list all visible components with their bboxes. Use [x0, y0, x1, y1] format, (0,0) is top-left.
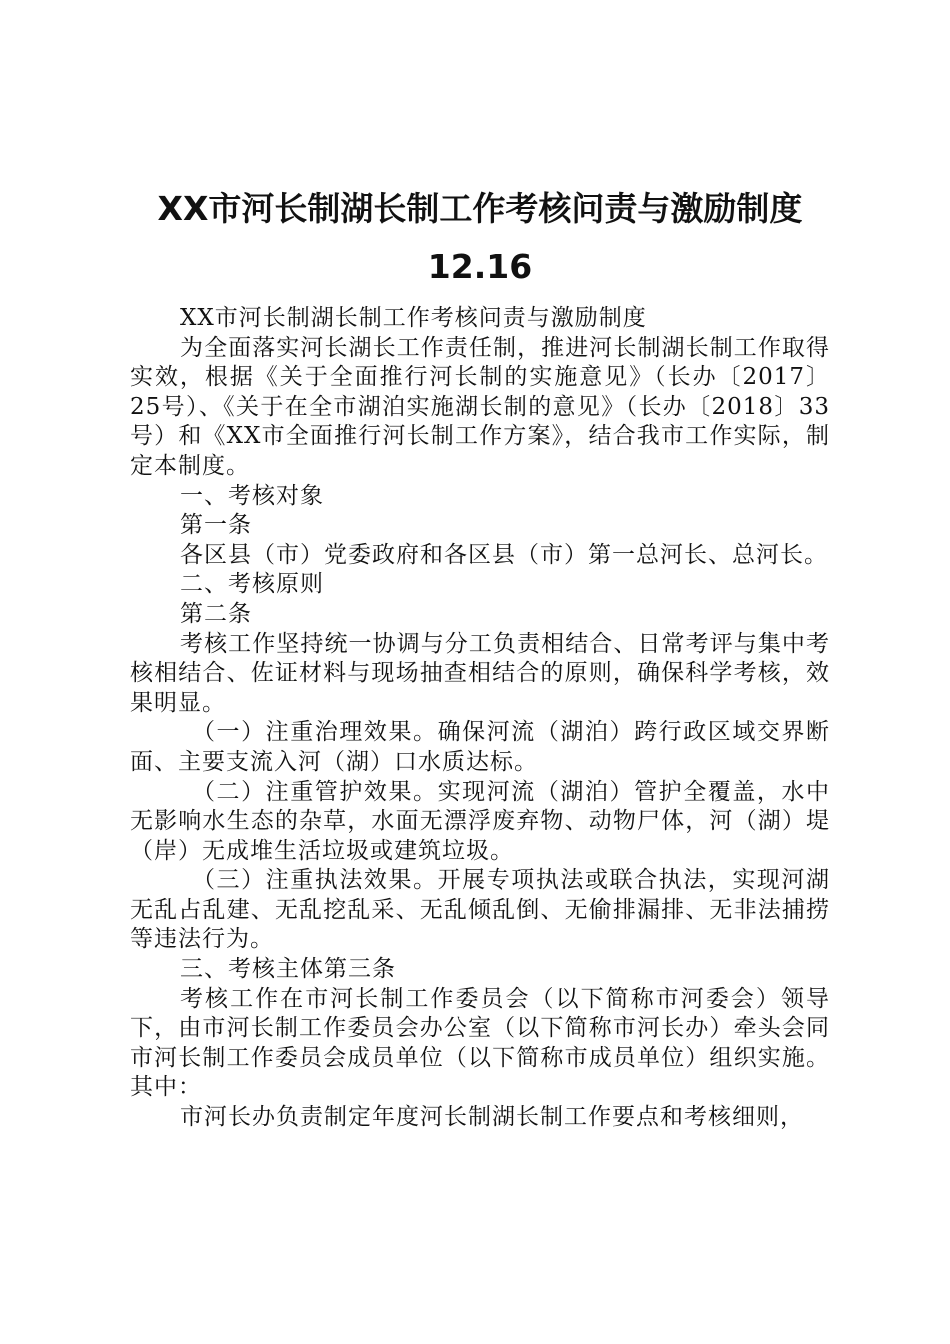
body-paragraph: 考核工作在市河长制工作委员会（以下简称市河委会）领导下，由市河长制工作委员会办公室（以下简称市河长办）牵头会同市河长制工作委员会成员单位（以下简称市成员单位）组织实施。其中： — [130, 985, 830, 1101]
body-paragraph: （二）注重管护效果。实现河流（湖泊）管护全覆盖，水中无影响水生态的杂草，水面无漂浮废弃物、动物尸体，河（湖）堤（岸）无成堆生活垃圾或建筑垃圾。 — [130, 778, 830, 864]
body-paragraph: 市河长办负责制定年度河长制湖长制工作要点和考核细则， — [180, 1104, 804, 1131]
article-heading: 第二条 — [180, 600, 252, 627]
body-paragraph: 各区县（市）党委政府和各区县（市）第一总河长、总河长。 — [180, 541, 828, 568]
document-title-line1: XX市河长制湖长制工作考核问责与激励制度 — [157, 189, 803, 228]
section-heading: 二、考核原则 — [180, 571, 324, 598]
document-body — [130, 304, 830, 1133]
document-page — [130, 180, 830, 1133]
body-paragraph: （三）注重执法效果。开展专项执法或联合执法，实现河湖无乱占乱建、无乱挖乱采、无乱倾乱倒、无偷排漏排、无非法捕捞等违法行为。 — [130, 867, 830, 953]
section-heading: 三、考核主体第三条 — [180, 956, 396, 983]
body-paragraph: （一）注重治理效果。确保河流（湖泊）跨行政区域交界断面、主要支流入河（湖）口水质达标。 — [130, 719, 830, 775]
section-heading: 一、考核对象 — [180, 482, 324, 509]
body-paragraph: XX市河长制湖长制工作考核问责与激励制度 — [180, 305, 647, 331]
article-heading: 第一条 — [180, 512, 252, 539]
body-paragraph: 为全面落实河长湖长工作责任制，推进河长制湖长制工作取得实效，根据《关于全面推行河长制的实施意见》（长办〔2017〕25号）、《关于在全市湖泊实施湖长制的意见》（长办〔2018〕33号）和《XX市全面推行河长制工作方案》，结合我市工作实际，制定本制度。 — [130, 334, 830, 479]
body-paragraph: 考核工作坚持统一协调与分工负责相结合、日常考评与集中考核相结合、佐证材料与现场抽查相结合的原则，确保科学考核，效果明显。 — [130, 630, 830, 716]
document-title-line2: 12.16 — [427, 247, 533, 286]
